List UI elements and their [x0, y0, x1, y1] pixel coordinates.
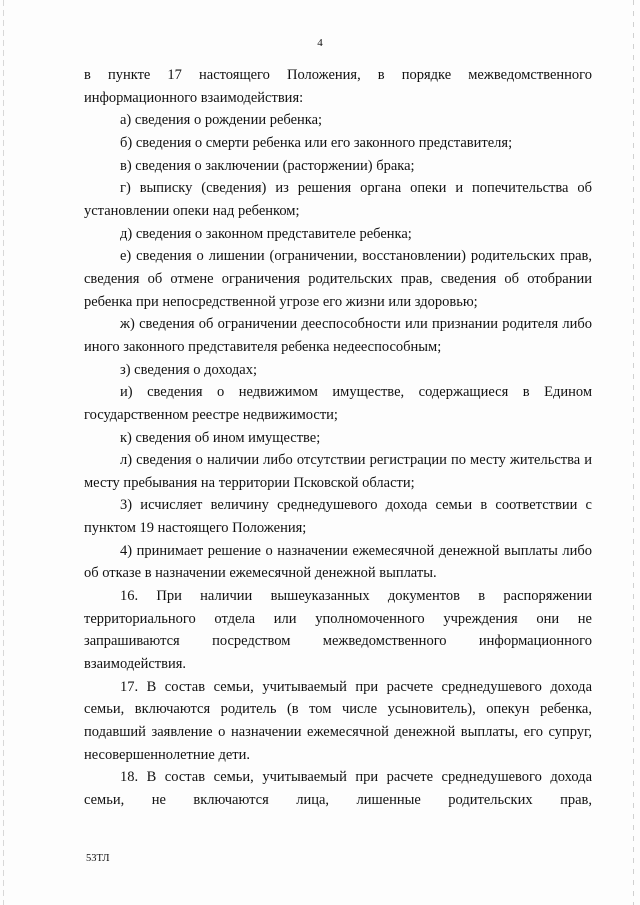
list-item-i: и) сведения о недвижимом имуществе, содержащиеся в Едином государственном реестре недвижимости; [84, 384, 592, 423]
clause-18: 18. В состав семьи, учитываемый при расчете среднедушевого дохода семьи, не включаются лица, лишенные родительских прав, [84, 769, 592, 808]
list-item-e: е) сведения о лишении (ограничении, восстановлении) родительских прав, сведения об отмене ограничения родительских прав, сведения об отобрании ребенка при непосредственной угрозе его жизни или здоровью; [84, 248, 592, 310]
paragraph-continuation: в пункте 17 настоящего Положения, в порядке межведомственного информационного взаимодействия: [84, 67, 592, 106]
footer-code: 53ТЛ [86, 853, 110, 864]
page-number: 4 [317, 37, 323, 49]
list-item-d: д) сведения о законном представителе ребенка; [120, 225, 412, 242]
scan-edge-left [3, 0, 4, 905]
clause-16: 16. При наличии вышеуказанных документов в распоряжении территориального отдела или уполномоченного учреждения они не запрашиваются посредством межведомственного информационного взаимодействия. [84, 588, 592, 673]
list-item-v: в) сведения о заключении (расторжении) брака; [120, 157, 415, 174]
list-item-a: а) сведения о рождении ребенка; [120, 112, 323, 129]
list-item-3: 3) исчисляет величину среднедушевого дохода семьи в соответствии с пунктом 19 настоящего Положения; [84, 497, 592, 537]
list-item-b: б) сведения о смерти ребенка или его законного представителя; [120, 134, 513, 151]
list-item-zh: ж) сведения об ограничении дееспособности или признании родителя либо иного законного представителя ребенка недееспособным; [84, 316, 592, 355]
scan-edge-right [633, 0, 634, 905]
list-item-z: з) сведения о доходах; [120, 361, 258, 378]
clause-17: 17. В состав семьи, учитываемый при расчете среднедушевого дохода семьи, включаются родитель (в том числе усыновитель), опекун ребенка, подавший заявление о назначении ежемесячной денежной выплаты, его супруг, несовершеннолетние дети. [84, 678, 592, 763]
list-item-4: 4) принимает решение о назначении ежемесячной денежной выплаты либо об отказе в назначении ежемесячной денежной выплаты. [84, 542, 592, 582]
list-item-g: г) выписку (сведения) из решения органа опеки и попечительства об установлении опеки над ребенком; [84, 180, 592, 219]
list-item-k: к) сведения об ином имуществе; [120, 429, 321, 446]
list-item-l: л) сведения о наличии либо отсутствии регистрации по месту жительства и месту пребывания на территории Псковской области; [84, 452, 592, 491]
document-body [84, 64, 592, 812]
